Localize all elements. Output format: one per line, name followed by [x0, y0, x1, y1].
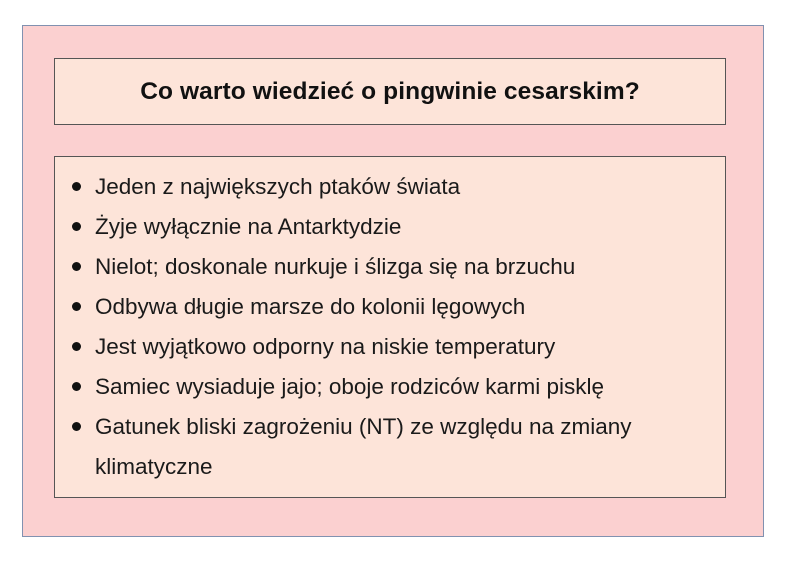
bullet-icon: [72, 422, 81, 431]
fact-item: [69, 327, 709, 367]
fact-item: [69, 167, 709, 207]
fact-item: [69, 367, 709, 407]
bullet-icon: [72, 382, 81, 391]
fact-text: Odbywa długie marsze do kolonii lęgowych: [95, 294, 526, 319]
fact-text: Żyje wyłącznie na Antarktydzie: [95, 214, 402, 239]
fact-item: [69, 247, 709, 287]
fact-item: [69, 207, 709, 247]
bullet-icon: [72, 262, 81, 271]
fact-text: Jest wyjątkowo odporny na niskie temperatury: [95, 334, 556, 359]
bullet-icon: [72, 182, 81, 191]
page-title: Co warto wiedzieć o pingwinie cesarskim?: [140, 77, 640, 105]
bullet-icon: [72, 302, 81, 311]
fact-item: [69, 287, 709, 327]
facts-box: [54, 156, 726, 498]
bullet-icon: [72, 342, 81, 351]
bullet-icon: [72, 222, 81, 231]
fact-item: [69, 407, 709, 487]
fact-text: Samiec wysiaduje jajo; oboje rodziców karmi pisklę: [95, 374, 604, 399]
fact-text: Nielot; doskonale nurkuje i ślizga się na brzuchu: [95, 254, 576, 279]
fact-text: Jeden z największych ptaków świata: [95, 174, 461, 199]
fact-text: Gatunek bliski zagrożeniu (NT) ze względu na zmiany klimatyczne: [95, 414, 632, 479]
title-box: [54, 58, 726, 125]
facts-list: [69, 167, 709, 487]
